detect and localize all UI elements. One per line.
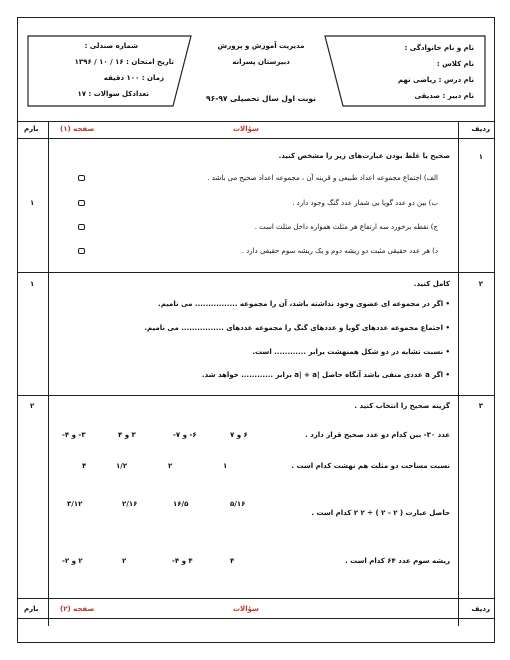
student-name-label: نام و نام خانوادگی : <box>404 44 474 52</box>
q1-score: ۱ <box>30 199 35 207</box>
divider <box>18 272 494 273</box>
q2-score: ۱ <box>30 280 35 288</box>
q3-r2-opt3[interactable]: ۱/۲ <box>116 462 128 470</box>
divider <box>18 121 494 122</box>
q3-r2-opt2[interactable]: ۲ <box>168 462 173 470</box>
q3-row1-text: عدد ۳۰- بین کدام دو عدد صحیح قرار دارد . <box>305 431 450 439</box>
divider <box>18 618 494 619</box>
q3-r4-opt1[interactable]: ۴ <box>230 557 235 565</box>
q3-r2-opt4[interactable]: ۴ <box>82 462 87 470</box>
header-line-3: نوبت اول سال تحصیلی ۹۷-۹۶ <box>206 94 316 103</box>
q3-r3-opt1[interactable]: ۵/۱۶ <box>230 500 246 508</box>
q3-r4-opt2[interactable]: ۴ و ۴- <box>172 557 193 565</box>
q1-title: صحیح یا غلط بودن عبارت‌های زیر را مشخص کنید. <box>278 152 450 160</box>
q3-r4-opt3[interactable]: ۲ <box>122 557 127 565</box>
teacher-label: نام دبیر : صدیقی <box>414 92 474 100</box>
q3-r3-opt4[interactable]: ۳/۱۲ <box>67 500 83 508</box>
footer-score-label: بارم <box>24 605 39 613</box>
q3-title: گزینه صحیح را انتخاب کنید . <box>354 402 450 410</box>
q2-item-4: • اگر a عددی منفی باشد آنگاه حاصل |a| + a برابر ............ خواهد شد. <box>201 371 450 379</box>
divider <box>18 395 494 396</box>
q3-r1-opt3[interactable]: ۳ و ۴ <box>118 431 136 439</box>
q3-row4-text: ریشه سوم عدد ۶۴ کدام است . <box>344 557 450 565</box>
divider <box>18 598 494 599</box>
class-name-label: نام کلاس : <box>436 60 474 68</box>
header-frame <box>18 18 496 124</box>
score-column-header: بارم <box>24 125 39 133</box>
q3-number: ۳ <box>478 402 483 410</box>
questions-column-header: سؤالات <box>233 125 259 133</box>
page-number: صفحه (۱) <box>60 125 95 133</box>
q1-item-a: الف) اجتماع مجموعه اعداد طبیعی و قرینه آن ، مجموعه اعداد صحیح می باشد . <box>207 174 438 182</box>
q3-row2-text: نسبت مساحت دو مثلث هم نهشت کدام است . <box>291 462 450 470</box>
header-line-1: مدیریت آموزش و پرورش <box>217 42 305 50</box>
q2-number: ۲ <box>478 280 483 288</box>
q1-item-c: ج) نقطه برخورد سه ارتفاع هر مثلث همواره داخل مثلث است . <box>254 223 438 231</box>
exam-page <box>17 17 495 643</box>
q1-checkbox-c[interactable] <box>78 224 85 230</box>
header-line-2: دبیرستان پسرانه <box>232 58 290 66</box>
q1-item-d: د) هر عدد حقیقی مثبت دو ریشه دوم و یک ریشه سوم حقیقی دارد . <box>241 247 438 255</box>
divider <box>18 138 494 139</box>
q1-checkbox-b[interactable] <box>78 200 85 206</box>
row-column-header: ردیف <box>471 125 490 133</box>
q3-row3-text: حاصل عبارت ( ۲ - ۲ ) ÷ ۲ ۲ کدام است . <box>311 509 450 517</box>
q2-item-2: • اجتماع مجموعه عددهای گویا و عددهای گنگ را مجموعه عددهای ................ می نامیم. <box>144 324 450 332</box>
column-divider <box>458 121 459 626</box>
q1-number: ۱ <box>478 153 483 161</box>
footer-questions-label: سؤالات <box>233 605 259 613</box>
footer-page-number: صفحه (۲) <box>60 605 95 613</box>
q2-title: کامل کنید. <box>413 280 450 288</box>
q1-checkbox-d[interactable] <box>78 248 85 254</box>
q3-r4-opt4[interactable]: ۲ و ۲- <box>62 557 83 565</box>
exam-date-label: تاریخ امتحان : ۱۶ / ۱۰ / ۱۳۹۶ <box>74 58 174 66</box>
q3-r3-opt2[interactable]: ۱۶/۵ <box>173 500 189 508</box>
q3-r1-opt4[interactable]: ۳- و ۴- <box>62 431 86 439</box>
question-count-label: تعدادکل سوالات : ۱۷ <box>77 90 149 98</box>
q3-r3-opt3[interactable]: ۲/۱۶ <box>122 500 138 508</box>
q2-item-3: • نسبت تشابه در دو شکل همنهشت برابر ............ است. <box>252 348 450 356</box>
seat-label: شماره صندلی : <box>84 42 138 50</box>
q1-checkbox-a[interactable] <box>78 175 85 181</box>
course-label: نام درس : ریاضی نهم <box>397 76 474 84</box>
q3-r2-opt1[interactable]: ۱ <box>223 462 228 470</box>
q3-r1-opt2[interactable]: ۶- و ۷- <box>173 431 197 439</box>
footer-row-label: ردیف <box>471 605 490 613</box>
time-label: زمان : ۱۰۰ دقیقه <box>103 74 164 82</box>
q1-item-b: ب) بین دو عدد گویا بی شمار عدد گنگ وجود دارد . <box>292 199 438 207</box>
q3-score: ۲ <box>30 402 35 410</box>
column-divider <box>48 121 49 626</box>
q3-r1-opt1[interactable]: ۶ و ۷ <box>230 431 248 439</box>
q2-item-1: • اگر در مجموعه ای عضوی وجود نداشته باشد، آن را مجموعه ................ می نامیم. <box>158 300 450 308</box>
